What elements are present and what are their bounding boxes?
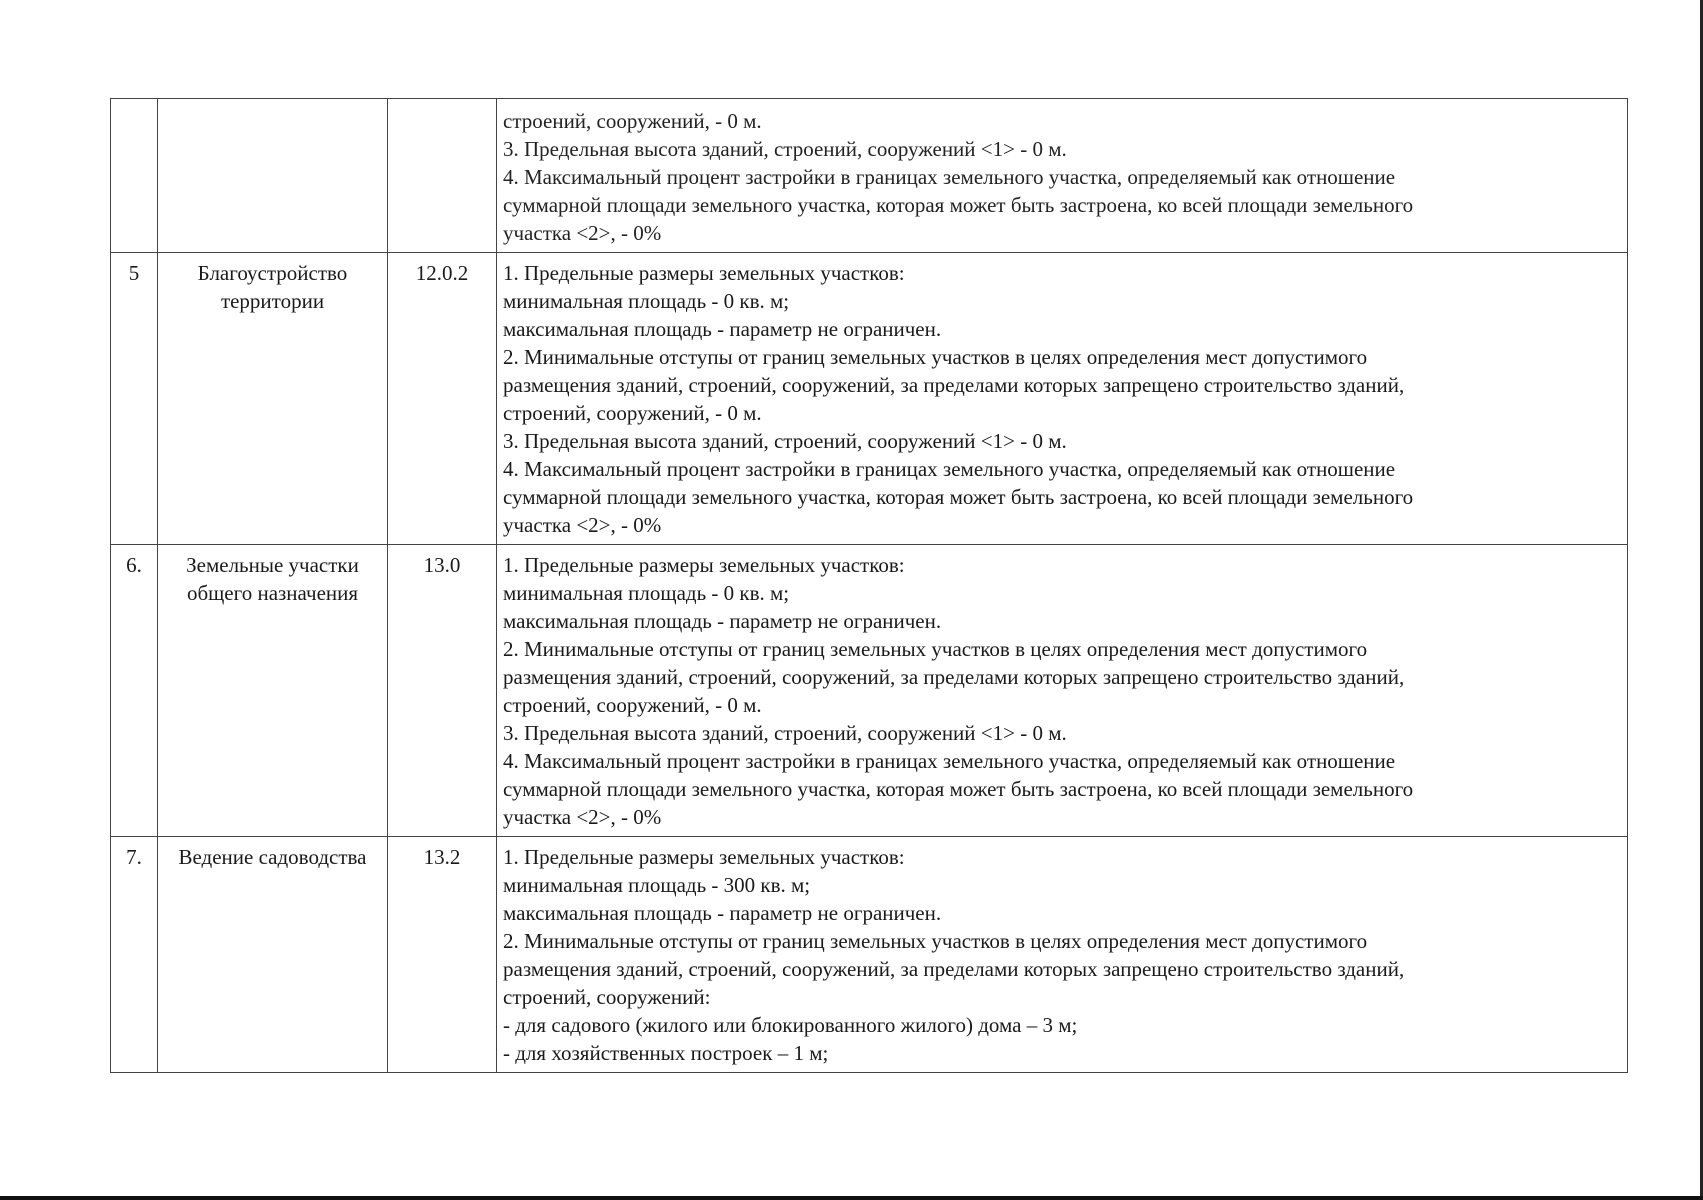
table-row-5 [111,253,1628,545]
parameter-line: 3. Предельная высота зданий, строений, сооружений <1> - 0 м. [503,721,1067,745]
use-type-name-cell: Земельные участки общего назначения [158,545,388,837]
parameter-line: строений, сооружений, - 0 м. [503,693,762,717]
parameter-line: 4. Максимальный процент застройки в границах земельного участка, определяемый как отношение [503,457,1396,481]
use-type-name-cell [158,99,388,253]
parameter-line: суммарной площади земельного участка, которая может быть застроена, ко всей площади земельного [503,777,1414,801]
parameter-line: размещения зданий, строений, сооружений, за пределами которых запрещено строительство зданий, [503,665,1405,689]
use-type-code-cell [388,99,497,253]
parameter-line: участка <2>, - 0% [503,513,662,537]
parameter-line: минимальная площадь - 300 кв. м; [503,873,811,897]
parameters-cell [497,837,1628,1073]
parameter-line: - для хозяйственных построек – 1 м; [503,1041,829,1065]
parameter-line: строений, сооружений, - 0 м. [503,401,762,425]
use-type-code-cell: 13.2 [388,837,497,1073]
use-type-code-cell: 12.0.2 [388,253,497,545]
parameter-line: суммарной площади земельного участка, которая может быть застроена, ко всей площади земельного [503,485,1414,509]
parameter-line: суммарной площади земельного участка, которая может быть застроена, ко всей площади земельного [503,193,1414,217]
parameter-line: минимальная площадь - 0 кв. м; [503,289,790,313]
table-row-7 [111,837,1628,1073]
parameter-line: строений, сооружений: [503,985,711,1009]
parameter-line: 2. Минимальные отступы от границ земельных участков в целях определения мест допустимого [503,637,1368,661]
row-number-cell [111,99,158,253]
parameter-line: 3. Предельная высота зданий, строений, сооружений <1> - 0 м. [503,137,1067,161]
parameter-line: участка <2>, - 0% [503,805,662,829]
parameter-line: - для садового (жилого или блокированного жилого) дома – 3 м; [503,1013,1078,1037]
parameter-line: размещения зданий, строений, сооружений, за пределами которых запрещено строительство зданий, [503,373,1405,397]
use-type-name-cell: Благоустройство территории [158,253,388,545]
parameter-line: размещения зданий, строений, сооружений, за пределами которых запрещено строительство зданий, [503,957,1405,981]
parameter-line: минимальная площадь - 0 кв. м; [503,581,790,605]
parameter-line: строений, сооружений, - 0 м. [503,109,762,133]
parameter-line: 1. Предельные размеры земельных участков: [503,261,905,285]
parameters-cell [497,545,1628,837]
use-type-code-cell: 13.0 [388,545,497,837]
table-row-6 [111,545,1628,837]
scan-edge-bottom [0,1196,1703,1200]
use-type-name-cell: Ведение садоводства [158,837,388,1073]
parameter-line: участка <2>, - 0% [503,221,662,245]
parameter-line: 1. Предельные размеры земельных участков: [503,845,905,869]
table-row-continuation [111,99,1628,253]
row-number-cell: 5 [111,253,158,545]
parameter-line: максимальная площадь - параметр не ограничен. [503,901,942,925]
parameter-line: максимальная площадь - параметр не ограничен. [503,609,942,633]
land-use-regulations-table [110,98,1628,1073]
parameter-line: 2. Минимальные отступы от границ земельных участков в целях определения мест допустимого [503,929,1368,953]
parameter-line: 4. Максимальный процент застройки в границах земельного участка, определяемый как отношение [503,165,1396,189]
parameter-line: 4. Максимальный процент застройки в границах земельного участка, определяемый как отношение [503,749,1396,773]
parameter-line: максимальная площадь - параметр не ограничен. [503,317,942,341]
parameter-line: 3. Предельная высота зданий, строений, сооружений <1> - 0 м. [503,429,1067,453]
parameters-cell [497,99,1628,253]
parameter-line: 1. Предельные размеры земельных участков: [503,553,905,577]
parameter-line: 2. Минимальные отступы от границ земельных участков в целях определения мест допустимого [503,345,1368,369]
row-number-cell: 7. [111,837,158,1073]
parameters-cell [497,253,1628,545]
row-number-cell: 6. [111,545,158,837]
